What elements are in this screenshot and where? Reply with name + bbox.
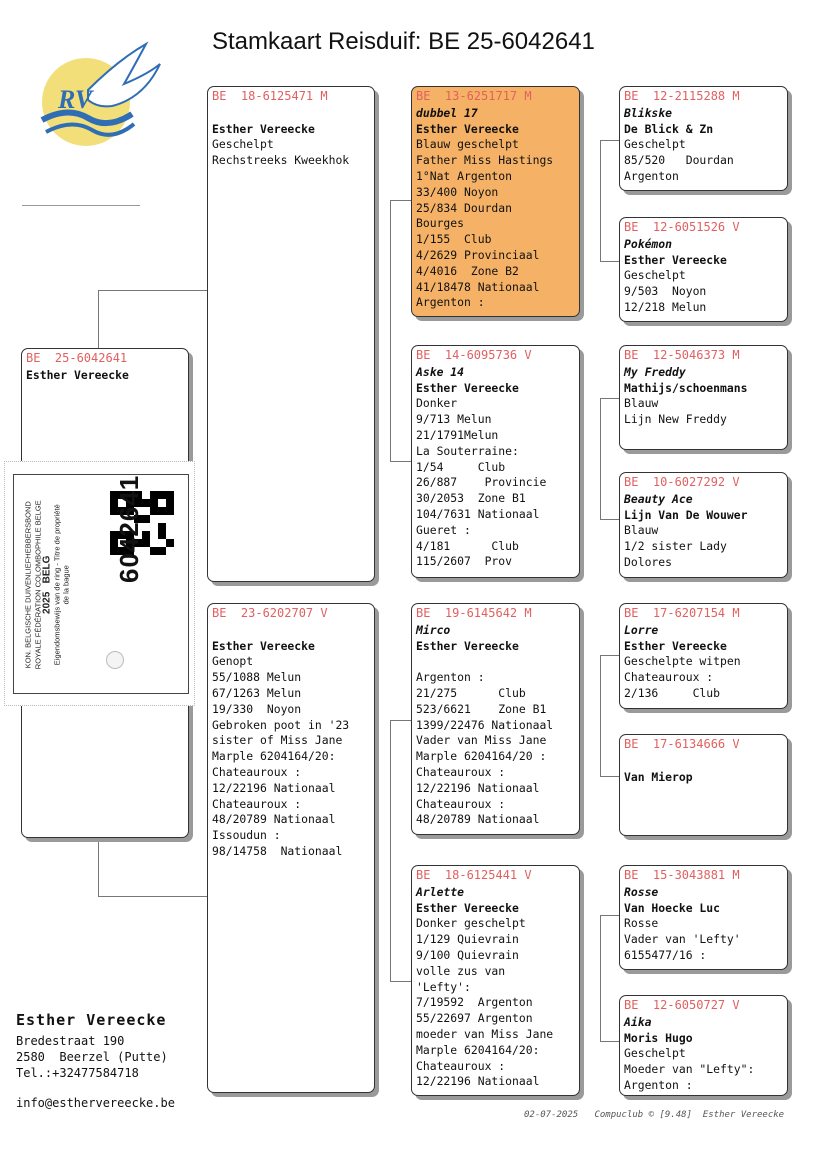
card-line: Van Mierop: [624, 769, 693, 784]
card-line: Chateauroux :: [416, 764, 506, 779]
card-line: Esther Vereecke: [416, 900, 519, 915]
card-line: Chateauroux :: [416, 796, 506, 811]
granddam-card: [411, 865, 580, 1096]
card-line: Chateauroux :: [416, 1058, 506, 1073]
owner-email[interactable]: info@esthervereecke.be: [16, 1096, 175, 1110]
card-line: 523/6621 Zone B1: [416, 701, 547, 716]
ancestor-card: [619, 472, 788, 578]
card-line: 19/330 Noyon: [212, 701, 302, 716]
ring-number: BE 12-5046373 M: [624, 348, 740, 362]
band-text-federation-fr: ROYALE FÉDÉRATION COLOMBOPHILE BELGE: [32, 500, 42, 670]
ring-number: BE 10-6027292 V: [624, 475, 740, 489]
band-text-ownership: Eigendomsbewijs van de ring - Titre de propriété de la bague: [51, 504, 71, 666]
card-line: Mirco: [416, 622, 451, 637]
owner-phone: Tel.:+32477584718: [16, 1066, 139, 1080]
page-title: Stamkaart Reisduif: BE 25-6042641: [212, 28, 595, 55]
card-line: 21/1791Melun: [416, 427, 499, 442]
card-line: Esther Vereecke: [624, 252, 727, 267]
owner-block: [16, 1012, 168, 1081]
card-line: Blikske: [624, 105, 673, 120]
card-line: Geschelpt: [624, 1046, 686, 1061]
card-line: Donker geschelpt: [416, 916, 526, 931]
card-line: 12/22196 Nationaal: [416, 1074, 540, 1089]
connector: [580, 915, 601, 1040]
card-line: Father Miss Hastings: [416, 153, 554, 168]
card-line: Moeder van "Lefty":: [624, 1062, 755, 1077]
card-line: 12/22196 Nationaal: [416, 780, 540, 795]
card-lines: [212, 106, 370, 169]
card-line: Lijn Van De Wouwer: [624, 507, 748, 522]
card-line: 7/19592 Argenton: [416, 995, 533, 1010]
card-lines: [624, 623, 783, 702]
ring-number: BE 12-2115288 M: [624, 89, 740, 103]
card-line: La Souterraine:: [416, 443, 519, 458]
connector: [390, 200, 413, 462]
card-line: Lijn New Freddy: [624, 412, 727, 427]
card-line: Arlette: [416, 884, 465, 899]
card-line: 30/2053 Zone B1: [416, 491, 526, 506]
card-line: 2/136 Club: [624, 685, 721, 700]
ring-number: BE 17-6207154 M: [624, 606, 740, 620]
card-line: 25/834 Dourdan: [416, 200, 513, 215]
connector: [98, 290, 209, 351]
ancestor-card: [619, 734, 788, 836]
connector: [600, 655, 621, 777]
ancestor-card: [619, 345, 788, 450]
footer-text: 02-07-2025 Compuclub © [9.48] Esther Vereecke: [524, 1110, 785, 1120]
card-line: 1°Nat Argenton: [416, 168, 513, 183]
ring-number: BE 23-6202707 V: [212, 606, 328, 620]
ancestor-card: [619, 865, 788, 970]
card-line-blank: [212, 106, 370, 122]
card-line: 1/2 sister Lady: [624, 539, 727, 554]
connector: [390, 720, 413, 982]
card-line: Aika: [624, 1014, 652, 1029]
connector: [580, 140, 601, 260]
card-line: 4/4016 Zone B2: [416, 263, 519, 278]
card-line: Esther Vereecke: [416, 638, 519, 653]
card-line: Esther Vereecke: [212, 638, 315, 653]
card-line: Geschelpte witpen: [624, 654, 741, 669]
card-line: Marple 6204164/20 :: [416, 749, 547, 764]
card-line: Chateauroux :: [212, 796, 302, 811]
card-line: 4/181 Club: [416, 538, 519, 553]
card-line: sister of Miss Jane: [212, 733, 343, 748]
connector: [600, 140, 621, 262]
card-line: My Freddy: [624, 364, 686, 379]
card-line: Chateauroux :: [624, 670, 714, 685]
ring-number: BE 13-6251717 M: [416, 89, 532, 103]
card-line: Esther Vereecke: [416, 121, 519, 136]
card-line: Rechstreeks Kweekhok: [212, 153, 350, 168]
card-line: Blauw geschelpt: [416, 137, 519, 152]
card-line: 115/2607 Prov: [416, 554, 513, 569]
card-line: 21/275 Club: [416, 685, 526, 700]
card-line: volle zus van: [416, 963, 506, 978]
card-line: Dolores: [624, 554, 673, 569]
logo-text: RV: [58, 85, 93, 114]
ring-number: BE 18-6125441 V: [416, 868, 532, 882]
card-lines: [624, 885, 783, 964]
card-line: Rosse: [624, 916, 659, 931]
card-lines: [26, 368, 184, 384]
card-line: Van Hoecke Luc: [624, 900, 721, 915]
card-lines: [624, 492, 783, 571]
card-line: 9/100 Quievrain: [416, 947, 519, 962]
ring-number: BE 12-6051526 V: [624, 220, 740, 234]
card-line: 104/7631 Nationaal: [416, 506, 540, 521]
connector: [600, 398, 621, 520]
card-line: Geschelpt: [212, 137, 274, 152]
card-lines: [624, 365, 783, 428]
connector: [580, 398, 601, 518]
card-lines: [416, 106, 575, 311]
ancestor-card: [619, 217, 788, 322]
ring-certificate-text: [23, 500, 71, 670]
card-line: Beauty Ace: [624, 491, 693, 506]
card-lines: [212, 623, 370, 860]
punch-hole: [106, 651, 124, 669]
card-line: Marple 6204164/20:: [212, 749, 336, 764]
card-line: Blauw: [624, 396, 659, 411]
card-line: Vader van Miss Jane: [416, 733, 547, 748]
card-lines: [416, 623, 575, 828]
card-line-blank: [416, 654, 575, 670]
connector: [98, 836, 209, 897]
card-line: Bourges: [416, 216, 465, 231]
ring-number: BE 14-6095736 V: [416, 348, 532, 362]
grandsire-card: [411, 603, 580, 835]
card-line: 'Lefty':: [416, 979, 471, 994]
card-line: 1/129 Quievrain: [416, 932, 519, 947]
card-line: Moris Hugo: [624, 1030, 693, 1045]
card-line: Esther Vereecke: [212, 121, 315, 136]
card-line: Geschelpt: [624, 137, 686, 152]
card-line: 4/2629 Provinciaal: [416, 247, 540, 262]
card-line: 1/155 Club: [416, 232, 492, 247]
dam-card: [207, 603, 375, 1093]
card-line: 1399/22476 Nationaal: [416, 717, 554, 732]
band-year: 2025: [41, 591, 53, 614]
ring-number: BE 17-6134666 V: [624, 737, 740, 751]
connector: [580, 655, 601, 775]
card-line-blank: [212, 623, 370, 639]
band-text-federation-nl: KON. BELGISCHE DUIVENLIEFHEBBERSBOND: [23, 501, 33, 669]
card-line: 85/520 Dourdan: [624, 153, 734, 168]
card-line: dubbel 17: [416, 105, 478, 120]
card-line: 9/503 Noyon: [624, 284, 707, 299]
owner-name: Esther Vereecke: [16, 1011, 167, 1029]
card-line: 26/887 Provincie: [416, 475, 547, 490]
card-line: Genopt: [212, 654, 254, 669]
card-line: 6155477/16 :: [624, 947, 707, 962]
card-line: 1/54 Club: [416, 459, 506, 474]
card-line: Mathijs/schoenmans: [624, 380, 748, 395]
card-line: 55/22697 Argenton: [416, 1011, 533, 1026]
card-line: Vader van 'Lefty': [624, 932, 741, 947]
card-lines: [624, 106, 783, 185]
card-line: Geschelpt: [624, 268, 686, 283]
card-line: Esther Vereecke: [624, 638, 727, 653]
card-line: Gueret :: [416, 522, 471, 537]
card-line: moeder van Miss Jane: [416, 1026, 554, 1041]
ancestor-card: [619, 86, 788, 191]
card-lines: [624, 754, 783, 786]
divider: [22, 205, 140, 206]
card-line: 12/22196 Nationaal: [212, 780, 336, 795]
card-lines: [624, 1015, 783, 1094]
card-line: 98/14758 Nationaal: [212, 843, 343, 858]
connector: [375, 720, 391, 980]
connector: [600, 915, 621, 1042]
card-line: 33/400 Noyon: [416, 184, 499, 199]
owner-city: 2580 Beerzel (Putte): [16, 1050, 168, 1064]
ring-band-card: [4, 461, 195, 706]
card-line: De Blick & Zn: [624, 121, 714, 136]
card-line: Argenton :: [624, 1077, 693, 1092]
band-country: BELG: [41, 555, 53, 584]
card-line: Aske 14: [416, 364, 465, 379]
card-lines: [416, 365, 575, 570]
club-logo: [28, 40, 178, 150]
granddam-card: [411, 345, 580, 578]
connector: [375, 200, 391, 460]
card-line: Marple 6204164/20:: [416, 1042, 540, 1057]
card-line: Donker: [416, 396, 458, 411]
ring-number: BE 15-3043881 M: [624, 868, 740, 882]
card-line: 41/18478 Nationaal: [416, 279, 540, 294]
card-line-blank: [624, 754, 783, 770]
sire-card: [207, 86, 375, 582]
card-line: 9/713 Melun: [416, 412, 492, 427]
card-line: Argenton: [624, 168, 679, 183]
card-line: Gebroken poot in '23: [212, 717, 350, 732]
card-line: Issoudun :: [212, 828, 281, 843]
ring-number: BE 12-6050727 V: [624, 998, 740, 1012]
card-line: Pokémon: [624, 236, 673, 251]
card-line: Lorre: [624, 622, 659, 637]
card-line: 55/1088 Melun: [212, 670, 302, 685]
ancestor-card: [619, 603, 788, 709]
card-line: 12/218 Melun: [624, 299, 707, 314]
card-line: 48/20789 Nationaal: [416, 812, 540, 827]
card-line: Argenton :: [416, 295, 485, 310]
grandsire-card: [411, 86, 580, 317]
card-lines: [416, 885, 575, 1090]
card-line: 48/20789 Nationaal: [212, 812, 336, 827]
card-line: Argenton :: [416, 670, 485, 685]
ring-certificate: [13, 474, 189, 694]
card-line: Rosse: [624, 884, 659, 899]
ring-number: BE 18-6125471 M: [212, 89, 328, 103]
ancestor-card: [619, 995, 788, 1096]
ring-number: BE 25-6042641: [26, 351, 128, 365]
ring-number: BE 19-6145642 M: [416, 606, 532, 620]
card-line: 67/1263 Melun: [212, 685, 302, 700]
card-line: Esther Vereecke: [416, 380, 519, 395]
owner-street: Bredestraat 190: [16, 1034, 125, 1048]
card-line: Esther Vereecke: [26, 367, 129, 382]
card-line: Chateauroux :: [212, 764, 302, 779]
card-lines: [624, 237, 783, 316]
card-line: Blauw: [624, 523, 659, 538]
band-number: 6042641: [114, 474, 144, 583]
